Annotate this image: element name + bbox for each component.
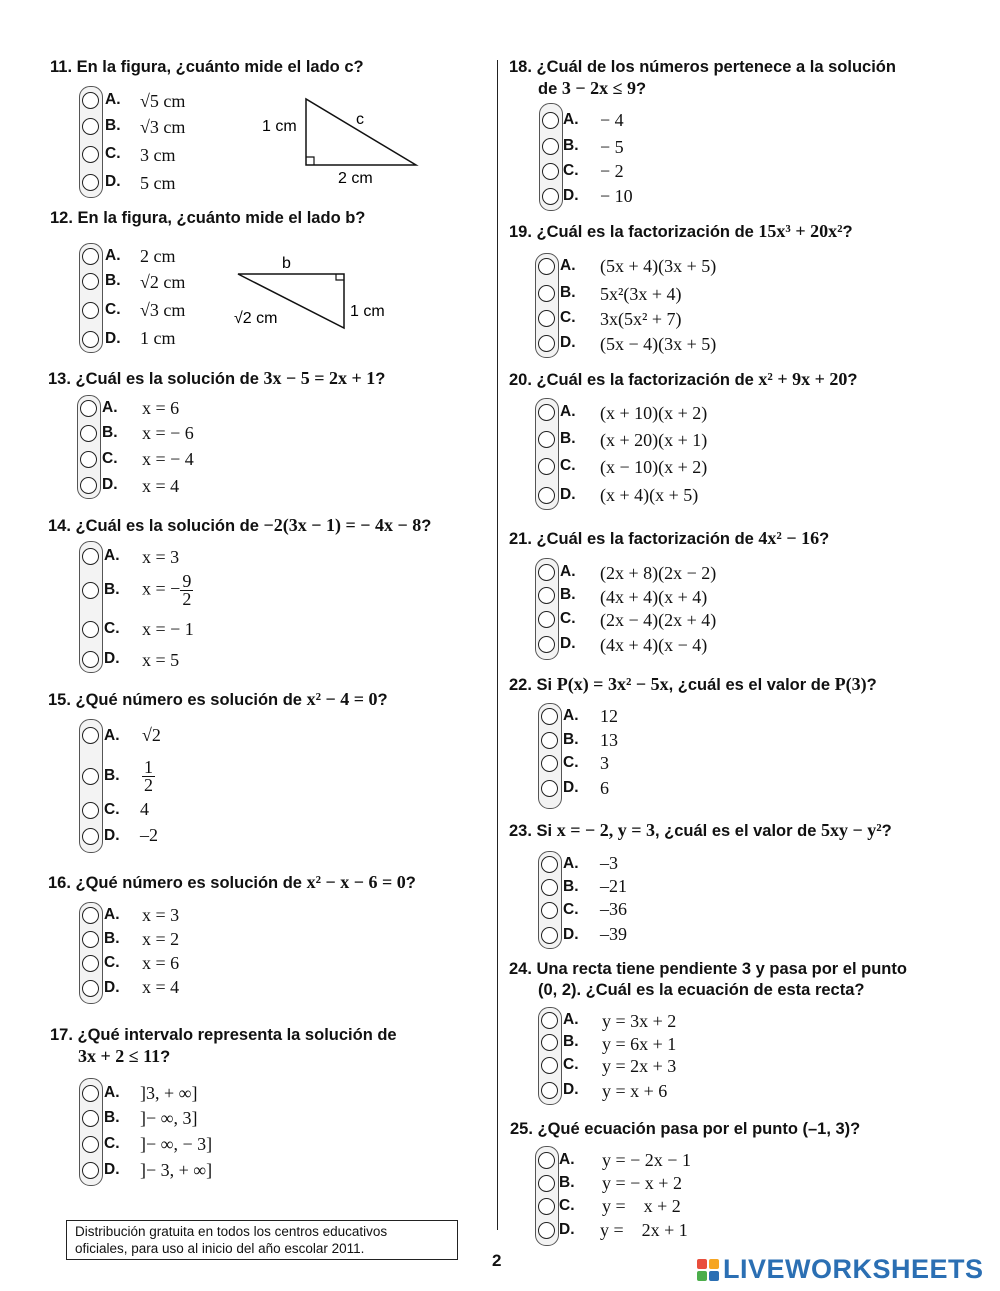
option-value: x = 6 bbox=[142, 953, 180, 973]
question-23 bbox=[509, 820, 892, 842]
question-title-end: ? bbox=[866, 676, 877, 694]
radio-q16-c[interactable] bbox=[82, 955, 99, 972]
option-letter: B. bbox=[559, 1174, 575, 1191]
question-title-end: ? bbox=[421, 517, 432, 535]
option-letter: A. bbox=[563, 1011, 579, 1028]
option-value: y = − x + 2 bbox=[602, 1173, 682, 1193]
option-letter: A. bbox=[560, 563, 576, 580]
option-letter: C. bbox=[563, 1056, 579, 1073]
question-equation: x² − 4 = 0 bbox=[306, 689, 378, 709]
option-value: y = 2x + 1 bbox=[600, 1220, 688, 1240]
radio-q23-d[interactable] bbox=[541, 927, 558, 944]
question-title: 22. Si bbox=[509, 676, 557, 694]
side-label: b bbox=[282, 255, 291, 272]
option-letter: D. bbox=[105, 330, 121, 347]
logo-tile bbox=[709, 1271, 719, 1281]
radio-q12-a[interactable] bbox=[82, 248, 99, 265]
option-value: 4 bbox=[140, 799, 149, 819]
radio-q21-b[interactable] bbox=[538, 587, 555, 604]
numerator: 1 bbox=[144, 757, 153, 777]
radio-q22-b[interactable] bbox=[541, 732, 558, 749]
radio-q14-d[interactable] bbox=[82, 651, 99, 668]
question-title: 16. ¿Qué número es solución de bbox=[48, 874, 307, 892]
fraction bbox=[180, 573, 193, 608]
question-title: 25. ¿Qué ecuación pasa por el punto (–1, 3)? bbox=[510, 1120, 861, 1138]
radio-q15-c[interactable] bbox=[82, 802, 99, 819]
option-value: x = 6 bbox=[142, 398, 180, 418]
fraction bbox=[142, 759, 155, 794]
logo-text: LIVEWORKSHEETS bbox=[723, 1254, 984, 1284]
radio-q19-b[interactable] bbox=[538, 285, 555, 302]
option-letter: C. bbox=[559, 1197, 575, 1214]
radio-q21-c[interactable] bbox=[538, 611, 555, 628]
radio-q24-a[interactable] bbox=[541, 1012, 558, 1029]
radio-q22-a[interactable] bbox=[541, 708, 558, 725]
option-value: 1 cm bbox=[140, 328, 176, 348]
question-13 bbox=[48, 368, 385, 390]
option-value: − 2 bbox=[600, 161, 624, 181]
logo-icon bbox=[697, 1259, 719, 1281]
denominator: 2 bbox=[144, 775, 153, 795]
question-19 bbox=[509, 221, 853, 243]
radio-q16-d[interactable] bbox=[82, 980, 99, 997]
option-letter: D. bbox=[563, 926, 579, 943]
option-letter: C. bbox=[560, 309, 576, 326]
question-12 bbox=[50, 208, 365, 229]
radio-q13-a[interactable] bbox=[80, 400, 97, 417]
option-letter: D. bbox=[102, 476, 118, 493]
question-title-end: ? bbox=[881, 822, 892, 840]
column-divider bbox=[497, 60, 498, 1230]
question-14 bbox=[48, 515, 431, 537]
radio-q19-c[interactable] bbox=[538, 310, 555, 327]
footer-notice bbox=[66, 1220, 458, 1260]
question-title-mid: , ¿cuál es el valor de bbox=[668, 676, 835, 694]
option-letter: D. bbox=[563, 187, 579, 204]
option-letter: B. bbox=[560, 430, 576, 447]
option-value: √3 cm bbox=[140, 300, 186, 320]
question-title-end: ? bbox=[635, 80, 647, 98]
option-letter: C. bbox=[104, 620, 120, 637]
radio-q13-c[interactable] bbox=[80, 451, 97, 468]
option-letter: A. bbox=[559, 1151, 575, 1168]
option-value: 12 bbox=[600, 706, 618, 726]
radio-q12-c[interactable] bbox=[82, 302, 99, 319]
option-letter: A. bbox=[102, 399, 118, 416]
option-value: x = 4 bbox=[142, 476, 180, 496]
option-value: x = 5 bbox=[142, 650, 180, 670]
option-letter: C. bbox=[104, 954, 120, 971]
option-value: y = x + 2 bbox=[602, 1196, 681, 1216]
triangle-figure-12 bbox=[232, 250, 402, 330]
question-title: 13. ¿Cuál es la solución de bbox=[48, 370, 264, 388]
question-title: 21. ¿Cuál es la factorización de bbox=[509, 530, 759, 548]
option-value: 13 bbox=[600, 730, 618, 750]
option-value: y = x + 6 bbox=[602, 1081, 668, 1101]
question-title: 17. ¿Qué intervalo representa la solución de bbox=[50, 1026, 397, 1044]
radio-q18-b[interactable] bbox=[542, 138, 559, 155]
page-number: 2 bbox=[492, 1251, 502, 1270]
radio-q19-a[interactable] bbox=[538, 258, 555, 275]
radio-q15-d[interactable] bbox=[82, 828, 99, 845]
option-letter: A. bbox=[105, 247, 121, 264]
option-value: y = 6x + 1 bbox=[602, 1034, 677, 1054]
radio-q13-d[interactable] bbox=[80, 477, 97, 494]
question-equation: x² + 9x + 20 bbox=[758, 369, 848, 389]
option-value: (x + 10)(x + 2) bbox=[600, 403, 708, 423]
question-title: 18. ¿Cuál de los números pertenece a la solución bbox=[509, 58, 896, 76]
option-value: 3 bbox=[600, 753, 609, 773]
option-value: 5x²(3x + 4) bbox=[600, 284, 682, 304]
option-letter: C. bbox=[560, 457, 576, 474]
question-title-end: ? bbox=[377, 691, 388, 709]
option-value: 2 cm bbox=[140, 246, 176, 266]
question-25 bbox=[510, 1119, 860, 1140]
option-value: − 4 bbox=[600, 110, 624, 130]
question-title: 12. En la figura, ¿cuánto mide el lado b? bbox=[50, 209, 366, 227]
question-title-end: ? bbox=[847, 371, 858, 389]
option-value: x = 3 bbox=[142, 905, 180, 925]
option-letter: D. bbox=[563, 779, 579, 796]
option-letter: B. bbox=[560, 284, 576, 301]
option-value: y = 3x + 2 bbox=[602, 1011, 677, 1031]
question-equation: 3 − 2x ≤ 9 bbox=[561, 78, 636, 98]
question-11 bbox=[50, 57, 364, 78]
option-letter: C. bbox=[563, 162, 579, 179]
question-title: 14. ¿Cuál es la solución de bbox=[48, 517, 264, 535]
question-title-end: ? bbox=[160, 1048, 171, 1066]
option-letter: B. bbox=[105, 272, 121, 289]
logo-tile bbox=[709, 1259, 719, 1269]
radio-q20-c[interactable] bbox=[538, 458, 555, 475]
radio-q11-c[interactable] bbox=[82, 146, 99, 163]
option-letter: A. bbox=[563, 111, 579, 128]
radio-q12-b[interactable] bbox=[82, 273, 99, 290]
option-letter: D. bbox=[104, 979, 120, 996]
option-value bbox=[142, 573, 193, 608]
question-17 bbox=[50, 1025, 397, 1068]
question-title-end: ? bbox=[375, 370, 386, 388]
question-title-end: ? bbox=[819, 530, 830, 548]
option-letter: B. bbox=[563, 878, 579, 895]
option-letter: D. bbox=[559, 1221, 575, 1238]
option-value: 3x(5x² + 7) bbox=[600, 309, 682, 329]
logo-tile bbox=[697, 1259, 707, 1269]
question-title: 20. ¿Cuál es la factorización de bbox=[509, 371, 759, 389]
option-letter: D. bbox=[560, 486, 576, 503]
numerator: 9 bbox=[182, 571, 192, 591]
radio-q25-a[interactable] bbox=[538, 1152, 555, 1169]
option-value bbox=[142, 759, 155, 794]
radio-q21-a[interactable] bbox=[538, 564, 555, 581]
question-equation: x² − x − 6 = 0 bbox=[306, 872, 406, 892]
radio-q14-c[interactable] bbox=[82, 621, 99, 638]
question-21 bbox=[509, 528, 829, 550]
option-letter: B. bbox=[104, 1109, 120, 1126]
option-letter: C. bbox=[560, 610, 576, 627]
question-24 bbox=[509, 959, 907, 1001]
radio-q11-d[interactable] bbox=[82, 174, 99, 191]
option-value: 5 cm bbox=[140, 173, 176, 193]
option-value: –2 bbox=[140, 825, 158, 845]
radio-q14-b[interactable] bbox=[82, 582, 99, 599]
question-title: 19. ¿Cuál es la factorización de bbox=[509, 223, 759, 241]
radio-q17-a[interactable] bbox=[82, 1085, 99, 1102]
option-letter: B. bbox=[104, 930, 120, 947]
radio-q11-a[interactable] bbox=[82, 92, 99, 109]
question-equation: 4x² − 16 bbox=[758, 528, 820, 548]
radio-q25-d[interactable] bbox=[538, 1222, 555, 1239]
option-value: x = 3 bbox=[142, 547, 180, 567]
question-title: 24. Una recta tiene pendiente 3 y pasa por el punto bbox=[509, 960, 907, 978]
option-letter: C. bbox=[105, 301, 121, 318]
question-22 bbox=[509, 674, 877, 696]
option-letter: D. bbox=[104, 650, 120, 667]
option-value: √3 cm bbox=[140, 117, 186, 137]
radio-q17-c[interactable] bbox=[82, 1136, 99, 1153]
option-letter: C. bbox=[104, 801, 120, 818]
radio-q25-b[interactable] bbox=[538, 1175, 555, 1192]
question-20 bbox=[509, 369, 857, 391]
option-value: ]− ∞, 3] bbox=[140, 1108, 198, 1128]
radio-q16-a[interactable] bbox=[82, 907, 99, 924]
option-value: x = − 1 bbox=[142, 619, 194, 639]
question-title-mid: , ¿cuál es el valor de bbox=[654, 822, 821, 840]
option-letter: C. bbox=[563, 754, 579, 771]
radio-q17-b[interactable] bbox=[82, 1110, 99, 1127]
option-value: x = − 6 bbox=[142, 423, 194, 443]
question-equation: 15x³ + 20x² bbox=[758, 221, 843, 241]
radio-q20-b[interactable] bbox=[538, 431, 555, 448]
option-letter: C. bbox=[105, 145, 121, 162]
radio-q22-c[interactable] bbox=[541, 755, 558, 772]
option-value: y = − 2x − 1 bbox=[602, 1150, 691, 1170]
option-value: x = − 4 bbox=[142, 449, 194, 469]
logo-tile bbox=[697, 1271, 707, 1281]
option-value-prefix: x = − bbox=[142, 578, 181, 599]
radio-q22-d[interactable] bbox=[541, 780, 558, 797]
question-equation: 3x − 5 = 2x + 1 bbox=[263, 368, 376, 388]
radio-q23-b[interactable] bbox=[541, 879, 558, 896]
option-letter: A. bbox=[105, 91, 121, 108]
radio-q11-b[interactable] bbox=[82, 118, 99, 135]
option-letter: B. bbox=[563, 731, 579, 748]
question-title: 11. En la figura, ¿cuánto mide el lado c? bbox=[50, 58, 364, 76]
question-title: 15. ¿Qué número es solución de bbox=[48, 691, 307, 709]
option-value: √5 cm bbox=[140, 91, 186, 111]
option-letter: B. bbox=[560, 586, 576, 603]
side-label: 1 cm bbox=[350, 303, 385, 320]
question-title: 23. Si bbox=[509, 822, 557, 840]
option-value: ]− 3, + ∞] bbox=[140, 1160, 213, 1180]
question-title-prefix: de bbox=[538, 80, 562, 98]
denominator: 2 bbox=[182, 589, 192, 609]
option-value: ]3, + ∞] bbox=[140, 1083, 198, 1103]
question-equation: P(x) = 3x² − 5x bbox=[556, 674, 669, 694]
option-letter: A. bbox=[563, 707, 579, 724]
radio-q12-d[interactable] bbox=[82, 331, 99, 348]
option-value: y = 2x + 3 bbox=[602, 1056, 677, 1076]
triangle-figure-11 bbox=[258, 95, 428, 190]
option-letter: A. bbox=[104, 727, 120, 744]
radio-q24-c[interactable] bbox=[541, 1057, 558, 1074]
side-label: √2 cm bbox=[234, 310, 278, 327]
option-letter: C. bbox=[102, 450, 118, 467]
option-letter: A. bbox=[104, 547, 120, 564]
option-letter: A. bbox=[560, 403, 576, 420]
option-letter: B. bbox=[102, 424, 118, 441]
option-letter: C. bbox=[104, 1135, 120, 1152]
footer-line-2: oficiales, para uso al inicio del año escolar 2011. bbox=[75, 1241, 365, 1256]
question-15 bbox=[48, 689, 388, 711]
question-expression: P(3) bbox=[834, 674, 867, 694]
radio-q13-b[interactable] bbox=[80, 425, 97, 442]
question-equation: x = − 2, y = 3 bbox=[556, 820, 655, 840]
radio-q24-b[interactable] bbox=[541, 1034, 558, 1051]
option-value: –3 bbox=[600, 853, 618, 873]
option-value: (5x − 4)(3x + 5) bbox=[600, 334, 717, 354]
option-value: (2x + 8)(2x − 2) bbox=[600, 563, 717, 583]
option-letter: D. bbox=[105, 173, 121, 190]
option-value: − 5 bbox=[600, 137, 624, 157]
radio-q25-c[interactable] bbox=[538, 1198, 555, 1215]
question-16 bbox=[48, 872, 416, 894]
option-letter: D. bbox=[104, 827, 120, 844]
radio-q15-a[interactable] bbox=[82, 727, 99, 744]
footer-line-1: Distribución gratuita en todos los centros educativos bbox=[75, 1224, 388, 1239]
radio-q15-b[interactable] bbox=[82, 768, 99, 785]
option-letter: B. bbox=[105, 117, 121, 134]
option-value: 6 bbox=[600, 778, 609, 798]
radio-q20-a[interactable] bbox=[538, 404, 555, 421]
option-letter: D. bbox=[560, 334, 576, 351]
question-title-line2: (0, 2). ¿Cuál es la ecuación de esta recta? bbox=[538, 981, 865, 999]
radio-q23-c[interactable] bbox=[541, 902, 558, 919]
option-value: (x + 20)(x + 1) bbox=[600, 430, 708, 450]
option-value: (2x − 4)(2x + 4) bbox=[600, 610, 717, 630]
option-value: 3 cm bbox=[140, 145, 176, 165]
side-label: 1 cm bbox=[262, 118, 297, 135]
question-equation: 3x + 2 ≤ 11 bbox=[78, 1046, 161, 1066]
option-letter: A. bbox=[563, 855, 579, 872]
option-letter: B. bbox=[104, 581, 120, 598]
option-value: √2 bbox=[142, 725, 161, 745]
option-value: –36 bbox=[600, 899, 627, 919]
option-letter: A. bbox=[104, 906, 120, 923]
option-value: (4x + 4)(x + 4) bbox=[600, 587, 708, 607]
radio-q18-a[interactable] bbox=[542, 112, 559, 129]
radio-q20-d[interactable] bbox=[538, 487, 555, 504]
option-value: ]− ∞, − 3] bbox=[140, 1134, 213, 1154]
option-letter: D. bbox=[104, 1161, 120, 1178]
option-letter: D. bbox=[560, 635, 576, 652]
option-value: –21 bbox=[600, 876, 627, 896]
option-letter: B. bbox=[104, 767, 120, 784]
question-18 bbox=[509, 57, 896, 100]
question-title-end: ? bbox=[405, 874, 416, 892]
side-label: 2 cm bbox=[338, 170, 373, 187]
radio-q23-a[interactable] bbox=[541, 856, 558, 873]
option-letter: C. bbox=[563, 901, 579, 918]
option-letter: B. bbox=[563, 1033, 579, 1050]
question-expression: 5xy − y² bbox=[820, 820, 882, 840]
liveworksheets-logo[interactable] bbox=[697, 1254, 984, 1285]
option-value: (5x + 4)(3x + 5) bbox=[600, 256, 717, 276]
radio-q21-d[interactable] bbox=[538, 636, 555, 653]
option-letter: A. bbox=[560, 257, 576, 274]
radio-q14-a[interactable] bbox=[82, 548, 99, 565]
radio-q16-b[interactable] bbox=[82, 931, 99, 948]
option-value: √2 cm bbox=[140, 272, 186, 292]
radio-q18-c[interactable] bbox=[542, 163, 559, 180]
option-value: –39 bbox=[600, 924, 627, 944]
question-equation: −2(3x − 1) = − 4x − 8 bbox=[263, 515, 422, 535]
option-letter: D. bbox=[563, 1081, 579, 1098]
option-value: − 10 bbox=[600, 186, 633, 206]
option-value: (4x + 4)(x − 4) bbox=[600, 635, 708, 655]
radio-q18-d[interactable] bbox=[542, 188, 559, 205]
option-value: x = 4 bbox=[142, 977, 180, 997]
question-title-end: ? bbox=[842, 223, 853, 241]
option-value: (x − 10)(x + 2) bbox=[600, 457, 708, 477]
option-letter: B. bbox=[563, 137, 579, 154]
side-label: c bbox=[356, 111, 364, 128]
radio-q17-d[interactable] bbox=[82, 1162, 99, 1179]
radio-q24-d[interactable] bbox=[541, 1082, 558, 1099]
option-value: x = 2 bbox=[142, 929, 180, 949]
radio-q19-d[interactable] bbox=[538, 335, 555, 352]
option-value: (x + 4)(x + 5) bbox=[600, 485, 699, 505]
option-letter: A. bbox=[104, 1084, 120, 1101]
